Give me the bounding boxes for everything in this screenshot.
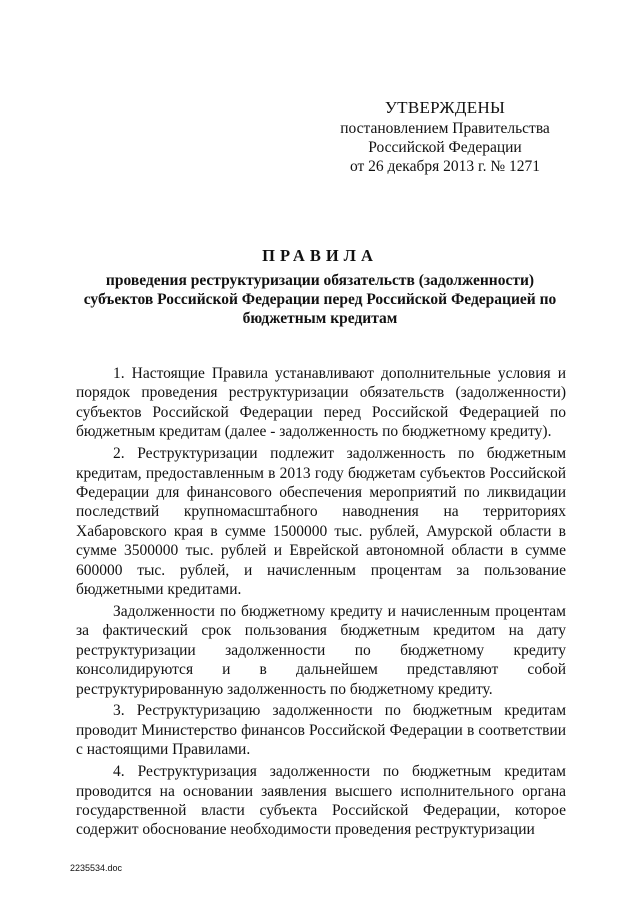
approval-stamp [320,97,570,176]
approval-line-3: от 26 декабря 2013 г. № 1271 [349,158,541,175]
paragraph-5: 4. Реструктуризация задолженности по бюджетным кредитам проводится на основании заявления высшего исполнительного органа государственной власти субъекта Российской Федерации, которое содержит обоснование необходимости проведения реструктуризации [76,763,566,839]
paragraph-2: 2. Реструктуризации подлежит задолженность по бюджетным кредитам, предоставленным в 2013 году бюджетам субъектов Российской Федерации для финансового обеспечения мероприятий по ликвидации последствий крупномасштабного наводнения на территориях Хабаровского края в сумме 1500000 тыс. рублей, Амурской области в сумме 3500000 тыс. рублей и Еврейской автономной области в сумме 600000 тыс. рублей, и начисленным процентам за пользование бюджетными кредитами. [76,445,566,598]
paragraph-1: 1. Настоящие Правила устанавливают дополнительные условия и порядок проведения реструктуризации обязательств (задолженности) субъектов Российской Федерации перед Российской Федерацией по бюджетным кредитам (далее - задолженность по бюджетному кредиту). [76,365,566,441]
document-body [76,364,566,840]
approval-line-2: Российской Федерации [368,139,522,156]
file-code: 2235534.doc [70,863,123,873]
document-title: ПРАВИЛА [262,246,378,265]
approval-line-1: постановлением Правительства [340,120,550,137]
approval-title: УТВЕРЖДЕНЫ [384,98,506,117]
document-subtitle: проведения реструктуризации обязательств (задолженности) субъектов Российской Федерации перед Российской Федерацией по бюджетным кредитам [83,272,557,327]
paragraph-4: 3. Реструктуризацию задолженности по бюджетным кредитам проводит Министерство финансов Российской Федерации в соответствии с настоящими Правилами. [76,702,566,759]
paragraph-3: Задолженности по бюджетному кредиту и начисленным процентам за фактический срок пользования бюджетным кредитом на дату реструктуризации задолженности по бюджетному кредиту консолидируются и в дальнейшем представляют собой реструктурированную задолженность по бюджетному кредиту. [76,602,566,698]
